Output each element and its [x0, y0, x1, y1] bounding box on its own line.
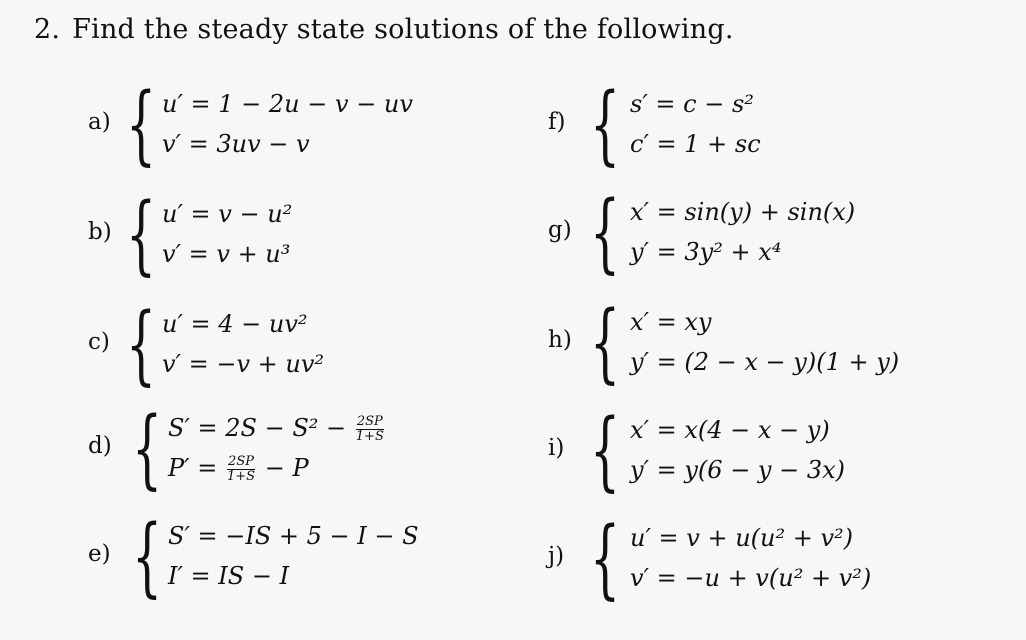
equation-2: P′ = $\frac{2SP}{1+S}$ − P: [168, 454, 309, 484]
problem-label: d): [88, 433, 112, 459]
equation-2: v′ = v + u³: [162, 240, 291, 268]
equation-2: c′ = 1 + sc: [630, 130, 761, 158]
equation-1: S′ = −IS + 5 − I − S: [168, 522, 419, 550]
problem-g: [548, 183, 1018, 283]
problem-j: [548, 509, 1018, 609]
equation-1: u′ = v − u²: [162, 200, 293, 228]
problem-h: [548, 293, 1018, 393]
fraction: $\frac{2SP}{1+S}$: [355, 414, 384, 444]
problem-title: [34, 14, 734, 45]
problem-b: [88, 185, 558, 285]
left-brace-icon: {: [590, 509, 621, 609]
equation-2: y′ = y(6 − y − 3x): [630, 456, 846, 484]
problem-i: [548, 401, 1018, 501]
equation-1: x′ = sin(y) + sin(x): [630, 198, 856, 226]
problem-instruction: Find the steady state solutions of the following.: [72, 14, 734, 45]
fraction: $\frac{2SP}{1+S}$: [226, 454, 256, 484]
equation-1: x′ = xy: [630, 308, 712, 336]
equation-2: v′ = −v + uv²: [162, 350, 325, 378]
problem-label: e): [88, 541, 111, 567]
problem-c: [88, 295, 558, 395]
equation-1: u′ = 4 − uv²: [162, 310, 308, 338]
problem-label: f): [548, 109, 566, 135]
problem-label: b): [88, 219, 112, 245]
equation-2: y′ = (2 − x − y)(1 + y): [630, 348, 900, 376]
left-brace-icon: {: [590, 183, 621, 283]
left-brace-icon: {: [590, 401, 621, 501]
left-brace-icon: {: [132, 507, 163, 607]
left-brace-icon: {: [126, 185, 157, 285]
left-brace-icon: {: [132, 399, 163, 499]
problem-e: [88, 507, 558, 607]
problem-a: [88, 75, 558, 175]
problem-label: g): [548, 217, 572, 243]
equation-1: u′ = 1 − 2u − v − uv: [162, 90, 413, 118]
problem-f: [548, 75, 1018, 175]
left-brace-icon: {: [126, 295, 157, 395]
left-brace-icon: {: [590, 75, 621, 175]
equation-2: y′ = 3y² + x⁴: [630, 238, 782, 266]
equation-1: s′ = c − s²: [630, 90, 754, 118]
equation-1: S′ = 2S − S² − $\frac{2SP}{1+S}$: [168, 414, 384, 444]
problem-label: j): [548, 543, 565, 569]
equation-2: I′ = IS − I: [168, 562, 290, 590]
problem-d: [88, 399, 558, 499]
equation-2: v′ = −u + v(u² + v²): [630, 564, 872, 592]
left-brace-icon: {: [126, 75, 157, 175]
problem-label: a): [88, 109, 111, 135]
problem-number: 2.: [34, 14, 61, 45]
problem-label: h): [548, 327, 572, 353]
equation-2: v′ = 3uv − v: [162, 130, 310, 158]
problem-label: c): [88, 329, 110, 355]
problem-label: i): [548, 435, 565, 461]
equation-1: x′ = x(4 − x − y): [630, 416, 830, 444]
left-brace-icon: {: [590, 293, 621, 393]
equation-1: u′ = v + u(u² + v²): [630, 524, 854, 552]
